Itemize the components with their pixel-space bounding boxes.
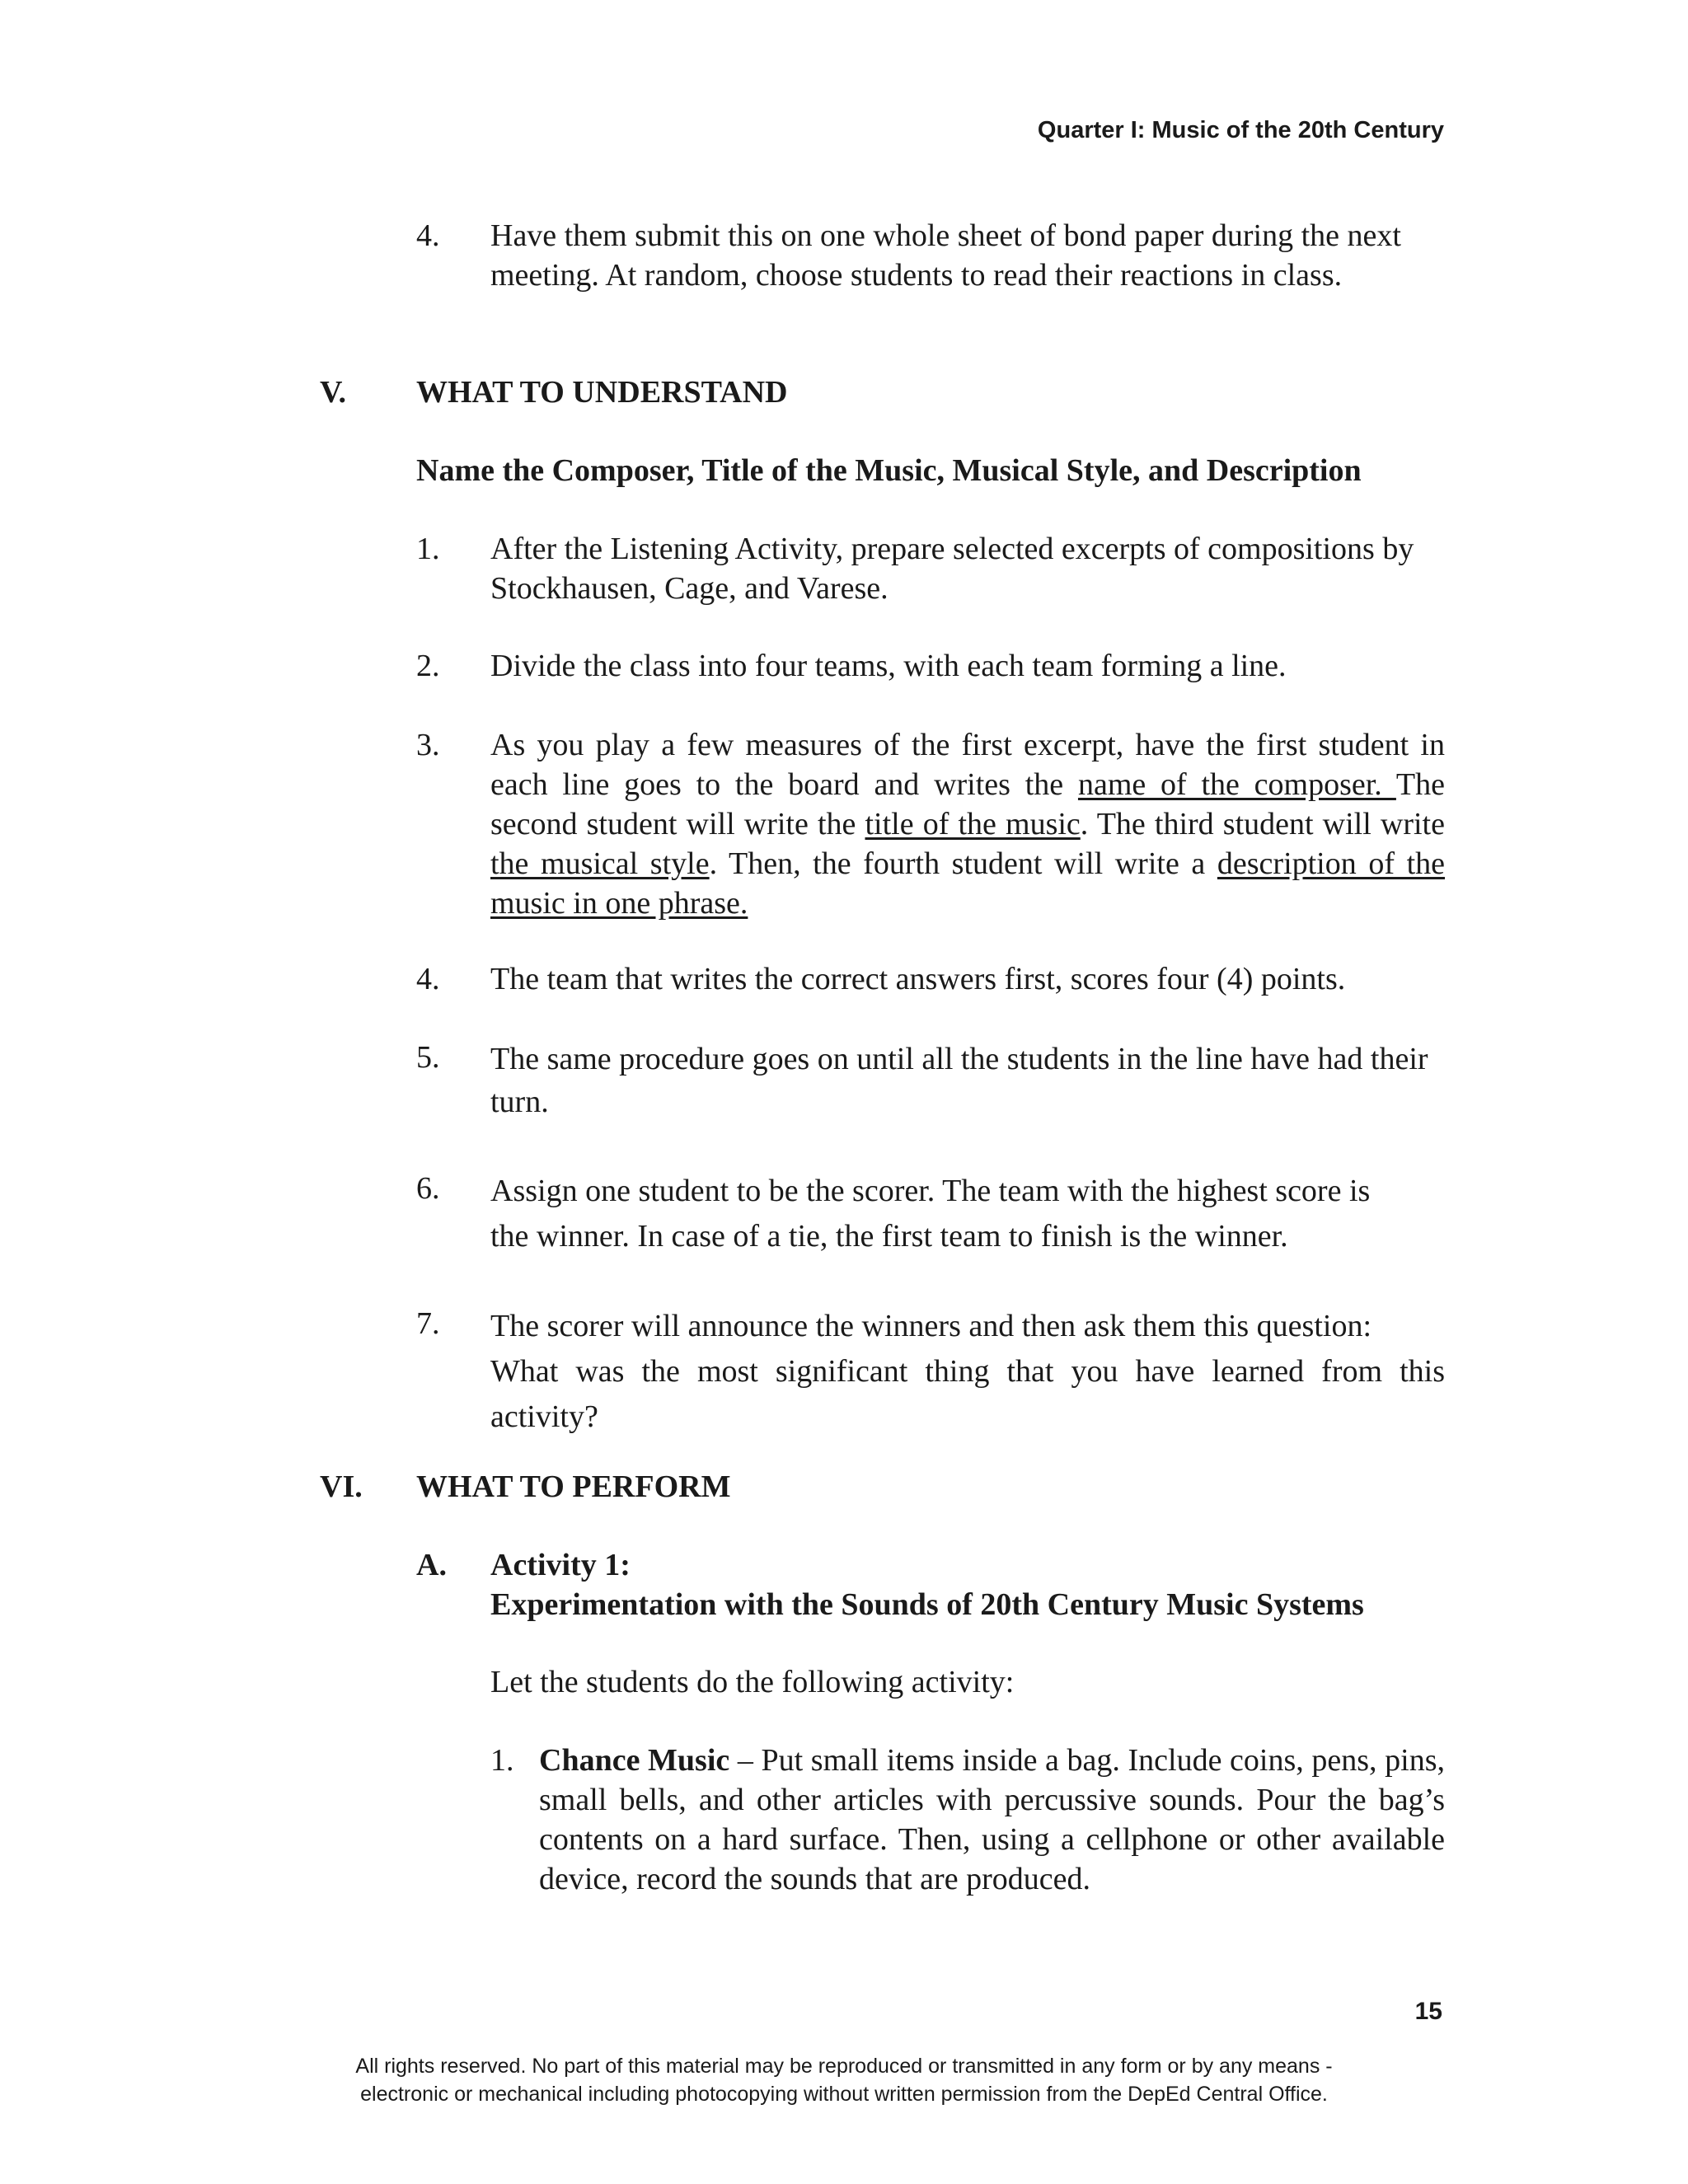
section-v-numeral: V.	[320, 375, 347, 410]
list-item-line2: turn.	[490, 1085, 549, 1119]
step-description: – Put small items inside a bag. Include coins, pens, pins, small bells, and other articles with percussive sounds. Pour the bag’s contents on a hard surface. Then, using a cellphone or other available device, record the sounds that are produced.	[539, 1743, 1445, 1896]
list-item-text: As you play a few measures of the first excerpt, have the first student in each line goes to the board and writes the	[490, 728, 1445, 802]
list-item-line2: the winner. In case of a tie, the first team to finish is the winner.	[490, 1219, 1288, 1254]
list-item-number: 4.	[416, 962, 440, 996]
section-v-subtitle: Name the Composer, Title of the Music, Musical Style, and Description	[416, 453, 1362, 488]
underlined-composer: name of the composer.	[1077, 767, 1396, 802]
section-v-title: WHAT TO UNDERSTAND	[416, 375, 788, 410]
list-item	[490, 529, 1445, 608]
list-item-number: 7.	[416, 1306, 440, 1341]
list-item	[490, 959, 1445, 999]
copyright-footer	[0, 2052, 1688, 2108]
activity-letter: A.	[416, 1548, 447, 1582]
list-item	[490, 1038, 1445, 1123]
list-item-number: 1.	[416, 532, 440, 566]
list-item-text: The second student will write the	[490, 767, 1445, 841]
list-item-line1: After the Listening Activity, prepare selected excerpts of compositions by	[490, 532, 1414, 566]
list-item	[490, 725, 1445, 923]
underlined-description: description of the music in one phrase.	[490, 846, 1446, 921]
list-item-number: 5.	[416, 1040, 440, 1075]
list-item-line1: Assign one student to be the scorer. The team with the highest score is	[490, 1174, 1371, 1208]
prior-item-text	[490, 216, 1445, 295]
prior-item-line2: meeting. At random, choose students to read their reactions in class.	[490, 258, 1343, 293]
list-item-line1: The same procedure goes on until all the students in the line have had their	[490, 1042, 1428, 1076]
list-item	[490, 1169, 1445, 1259]
footer-line1: All rights reserved. No part of this material may be reproduced or transmitted in any form or by any means -	[355, 2055, 1333, 2078]
section-vi-numeral: VI.	[320, 1469, 363, 1504]
underlined-title: title of the music	[865, 807, 1081, 841]
activity-intro: Let the students do the following activity:	[490, 1665, 1015, 1699]
activity-title-line2: Experimentation with the Sounds of 20th Century Music Systems	[490, 1587, 1364, 1622]
list-item-line2: Stockhausen, Cage, and Varese.	[490, 571, 889, 606]
running-header: Quarter I: Music of the 20th Century	[1037, 117, 1444, 143]
list-item-line1: The scorer will announce the winners and then ask them this question:	[490, 1309, 1372, 1343]
list-item-number: 2.	[416, 649, 440, 683]
step-term: Chance Music	[539, 1743, 730, 1778]
list-item-line1: Divide the class into four teams, with each team forming a line.	[490, 649, 1287, 683]
activity-title-line1: Activity 1:	[490, 1548, 631, 1582]
list-item-line1: The team that writes the correct answers first, scores four (4) points.	[490, 962, 1346, 996]
list-item-number: 3.	[416, 728, 440, 762]
page-number: 15	[1414, 1998, 1442, 2025]
list-item-text: . Then, the fourth student will write a	[709, 846, 1217, 881]
step-number: 1.	[490, 1743, 514, 1778]
list-item-text: . The third student will write	[1080, 807, 1445, 841]
footer-line2: electronic or mechanical including photocopying without written permission from the DepEd Central Office.	[360, 2083, 1328, 2106]
list-item-number: 6.	[416, 1171, 440, 1206]
prior-item-line1: Have them submit this on one whole sheet of bond paper during the next	[490, 218, 1401, 253]
step-text	[539, 1741, 1445, 1899]
list-item-line2: What was the most significant thing that you have learned from this activity?	[490, 1354, 1445, 1434]
activity-title	[490, 1545, 1364, 1624]
list-item	[490, 646, 1445, 686]
list-item	[490, 1304, 1445, 1440]
underlined-style: the musical style	[490, 846, 710, 881]
prior-item-number: 4.	[416, 218, 440, 253]
section-vi-title: WHAT TO PERFORM	[416, 1469, 731, 1504]
